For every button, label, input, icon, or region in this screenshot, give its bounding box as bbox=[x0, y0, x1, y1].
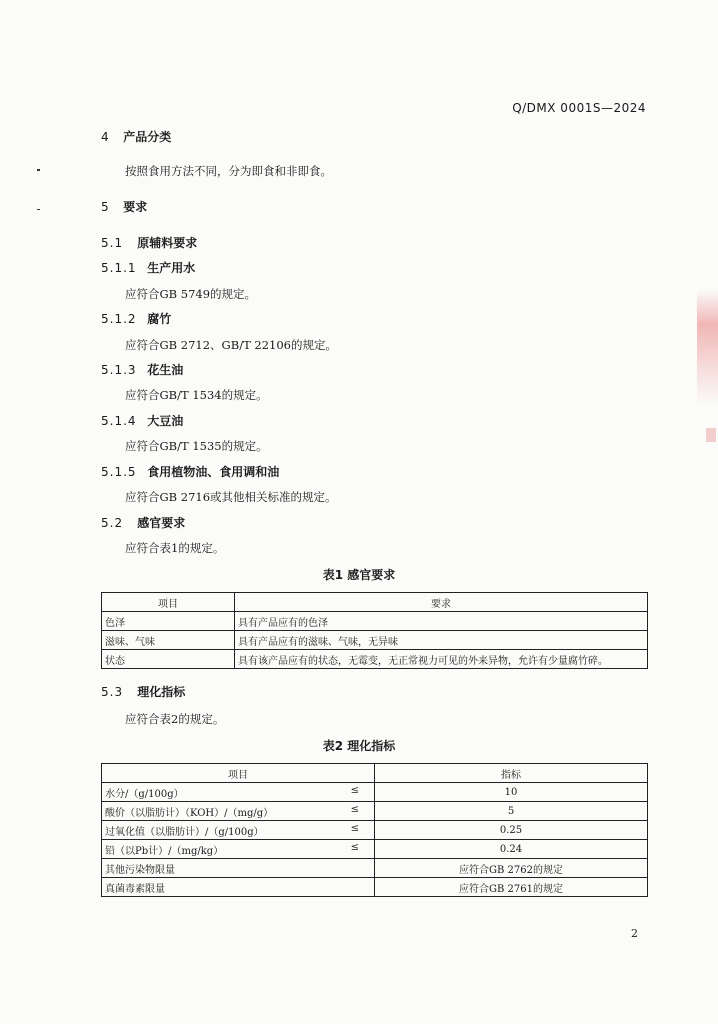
section-5-1-4-text: 应符合GB/T 1535的规定。 bbox=[125, 439, 268, 453]
item-label: 酸价（以脂肪计）（KOH）/（mg/g） bbox=[105, 807, 274, 819]
section-number: 5 bbox=[101, 200, 110, 214]
heading-section-5-1-3 bbox=[101, 361, 183, 378]
section-title: 花生油 bbox=[147, 363, 184, 377]
section-number: 5.1.4 bbox=[101, 414, 137, 428]
table-cell: 0.24 bbox=[375, 840, 648, 859]
physicochemical-indicators-table bbox=[101, 763, 648, 897]
section-title: 食用植物油、食用调和油 bbox=[147, 465, 280, 479]
section-5-2-text: 应符合表1的规定。 bbox=[125, 541, 225, 555]
table-row bbox=[102, 802, 648, 821]
heading-section-5-1 bbox=[101, 234, 197, 251]
page-number: 2 bbox=[631, 927, 638, 940]
item-label: 过氧化值（以脂肪计）/（g/100g） bbox=[105, 826, 264, 838]
table-cell: 10 bbox=[375, 783, 648, 802]
table-cell bbox=[102, 878, 375, 897]
item-label: 真菌毒素限量 bbox=[105, 883, 165, 895]
section-title: 产品分类 bbox=[123, 130, 172, 144]
item-label: 水分/（g/100g） bbox=[105, 788, 184, 800]
document-number: Q/DMX 0001S—2024 bbox=[512, 101, 646, 115]
section-number: 5.1.2 bbox=[101, 312, 137, 326]
table-row bbox=[102, 821, 648, 840]
section-title: 感官要求 bbox=[137, 516, 186, 530]
table-row bbox=[102, 631, 648, 650]
table-cell: 具有该产品应有的状态，无霉变，无正常视力可见的外来异物，允许有少量腐竹碎。 bbox=[235, 650, 648, 669]
section-title: 要求 bbox=[123, 200, 148, 214]
table-cell: 0.25 bbox=[375, 821, 648, 840]
heading-section-5-3 bbox=[101, 683, 185, 700]
operator: ≤ bbox=[350, 841, 359, 853]
section-number: 5.3 bbox=[101, 685, 124, 699]
sensory-requirements-table bbox=[101, 592, 648, 669]
section-5-1-3-text: 应符合GB/T 1534的规定。 bbox=[125, 388, 268, 402]
seal-edge bbox=[697, 290, 718, 405]
section-number: 5.1 bbox=[101, 236, 124, 250]
heading-section-5-2 bbox=[101, 514, 185, 531]
section-number: 5.2 bbox=[101, 516, 124, 530]
scan-mark bbox=[37, 209, 40, 210]
table-cell: 应符合GB 2761的规定 bbox=[375, 878, 648, 897]
heading-section-5-1-5 bbox=[101, 463, 279, 480]
table-row bbox=[102, 783, 648, 802]
heading-section-5 bbox=[101, 198, 147, 215]
section-number: 4 bbox=[101, 130, 110, 144]
section-title: 理化指标 bbox=[137, 685, 186, 699]
section-5-1-2-text: 应符合GB 2712、GB/T 22106的规定。 bbox=[125, 338, 337, 352]
table-header-row bbox=[102, 764, 648, 783]
table2-caption: 表2 理化指标 bbox=[322, 739, 396, 753]
item-label: 铅（以Pb计）/（mg/kg） bbox=[105, 845, 224, 857]
seal-edge bbox=[706, 428, 716, 442]
table-header-row bbox=[102, 593, 648, 612]
table-cell: 具有产品应有的色泽 bbox=[235, 612, 648, 631]
section-title: 腐竹 bbox=[147, 312, 172, 326]
operator: ≤ bbox=[350, 803, 359, 815]
section-number: 5.1.5 bbox=[101, 465, 137, 479]
heading-section-5-1-4 bbox=[101, 412, 183, 429]
table-row bbox=[102, 859, 648, 878]
scan-mark bbox=[37, 169, 40, 171]
section-title: 原辅料要求 bbox=[137, 236, 198, 250]
table-cell: 状态 bbox=[102, 650, 235, 669]
column-header: 项目 bbox=[102, 764, 375, 783]
table-cell bbox=[102, 859, 375, 878]
column-header: 指标 bbox=[375, 764, 648, 783]
heading-section-5-1-2 bbox=[101, 310, 171, 327]
item-label: 其他污染物限量 bbox=[105, 864, 175, 876]
table-row bbox=[102, 612, 648, 631]
table-cell: 滋味、气味 bbox=[102, 631, 235, 650]
section-number: 5.1.3 bbox=[101, 363, 137, 377]
section-5-3-text: 应符合表2的规定。 bbox=[125, 712, 225, 726]
table-cell bbox=[102, 821, 375, 840]
column-header: 项目 bbox=[102, 593, 235, 612]
heading-section-5-1-1 bbox=[101, 259, 195, 276]
section-5-1-5-text: 应符合GB 2716或其他相关标准的规定。 bbox=[125, 490, 337, 504]
table-cell bbox=[102, 840, 375, 859]
section-title: 大豆油 bbox=[147, 414, 184, 428]
section-title: 生产用水 bbox=[147, 261, 196, 275]
table-row bbox=[102, 840, 648, 859]
table-row bbox=[102, 878, 648, 897]
table-cell: 5 bbox=[375, 802, 648, 821]
table-cell bbox=[102, 802, 375, 821]
table-cell: 色泽 bbox=[102, 612, 235, 631]
table1-caption: 表1 感官要求 bbox=[322, 568, 396, 582]
column-header: 要求 bbox=[235, 593, 648, 612]
section-number: 5.1.1 bbox=[101, 261, 137, 275]
table-cell bbox=[102, 783, 375, 802]
table-cell: 应符合GB 2762的规定 bbox=[375, 859, 648, 878]
section-4-text: 按照食用方法不同，分为即食和非即食。 bbox=[125, 164, 332, 178]
section-5-1-1-text: 应符合GB 5749的规定。 bbox=[125, 287, 257, 301]
table-row bbox=[102, 650, 648, 669]
operator: ≤ bbox=[350, 784, 359, 796]
heading-section-4 bbox=[101, 128, 171, 145]
table-cell: 具有产品应有的滋味、气味，无异味 bbox=[235, 631, 648, 650]
operator: ≤ bbox=[350, 822, 359, 834]
